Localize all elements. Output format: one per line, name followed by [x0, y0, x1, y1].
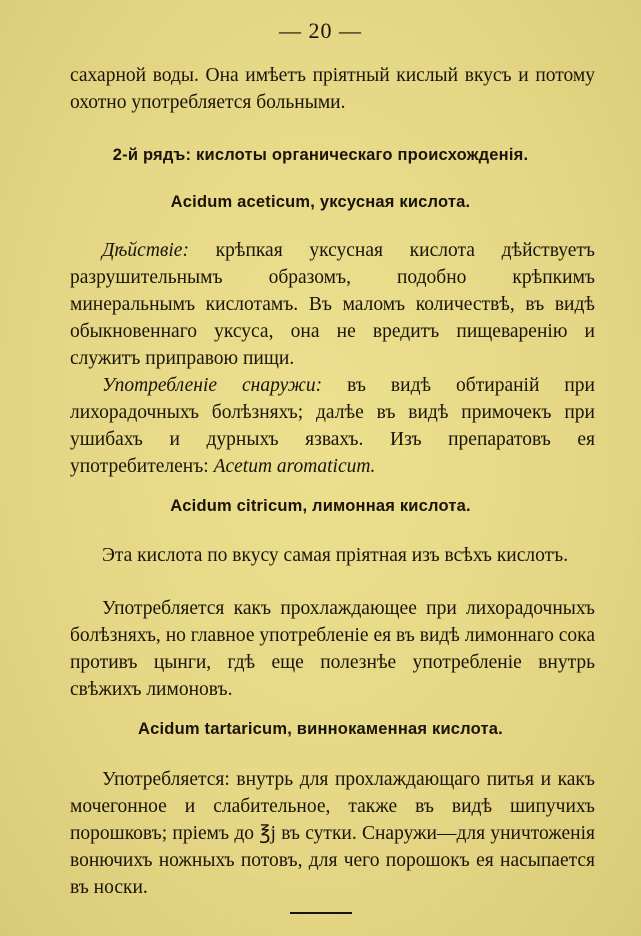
page-number: — 20 — [279, 18, 362, 43]
continuation-paragraph: сахарной воды. Она имѣетъ пріятный кислый вкусъ и потому охотно употребляется больными. [70, 65, 595, 113]
action-text: крѣпкая уксусная кислота дѣйствуетъ разрушительнымъ образомъ, подобно крѣпкимъ минеральнымъ кислотамъ. Въ маломъ количествѣ, въ видѣ обыкновеннаго уксуса, она не вредитъ пищеваренію и служитъ приправою пищи. [70, 240, 595, 369]
use-label: Употребленіе снаружи: [102, 375, 323, 396]
tartaric-paragraph: Употребляется: внутрь для прохлаждающаго питья и какъ мочегонное и слабительное, также въ видѣ шипучихъ порошковъ; пріемъ до ℥j въ сутки. Снаружи—для уничтоженія вонючихъ ножныхъ потовъ, для чего порошокъ ея насыпается въ носки. [70, 769, 595, 898]
use-text: въ видѣ обтираній при лихорадочныхъ болѣзняхъ; далѣе въ видѣ примочекъ при ушибахъ и дурныхъ язвахъ. Изъ препаратовъ ея употребителенъ: [70, 375, 595, 477]
acetic-action-paragraph [70, 237, 595, 372]
citric-paragraph-1: Эта кислота по вкусу самая пріятная изъ всѣхъ кислотъ. [102, 545, 569, 566]
citric-paragraph-2: Употребляется какъ прохлаждающее при лихорадочныхъ болѣзняхъ, но главное употребленіе ея въ видѣ лимоннаго сока противъ цынги, гдѣ еще полезнѣе употребленіе внутрь свѣжихъ лимоновъ. [70, 598, 595, 700]
section-heading-tartaric: Acidum tartaricum, виннокаменная кислота. [138, 720, 503, 738]
preparation-name: Acetum aromaticum. [213, 456, 376, 477]
section-heading-citric: Acidum citricum, лимонная кислота. [170, 497, 471, 515]
end-rule [290, 912, 352, 914]
section-heading-acetic: Acidum aceticum, уксусная кислота. [170, 193, 471, 211]
action-label: Дѣйствіе: [102, 240, 189, 261]
acetic-use-paragraph [70, 372, 595, 480]
series-heading: 2-й рядъ: кислоты органическаго происхожденія. [112, 146, 529, 164]
